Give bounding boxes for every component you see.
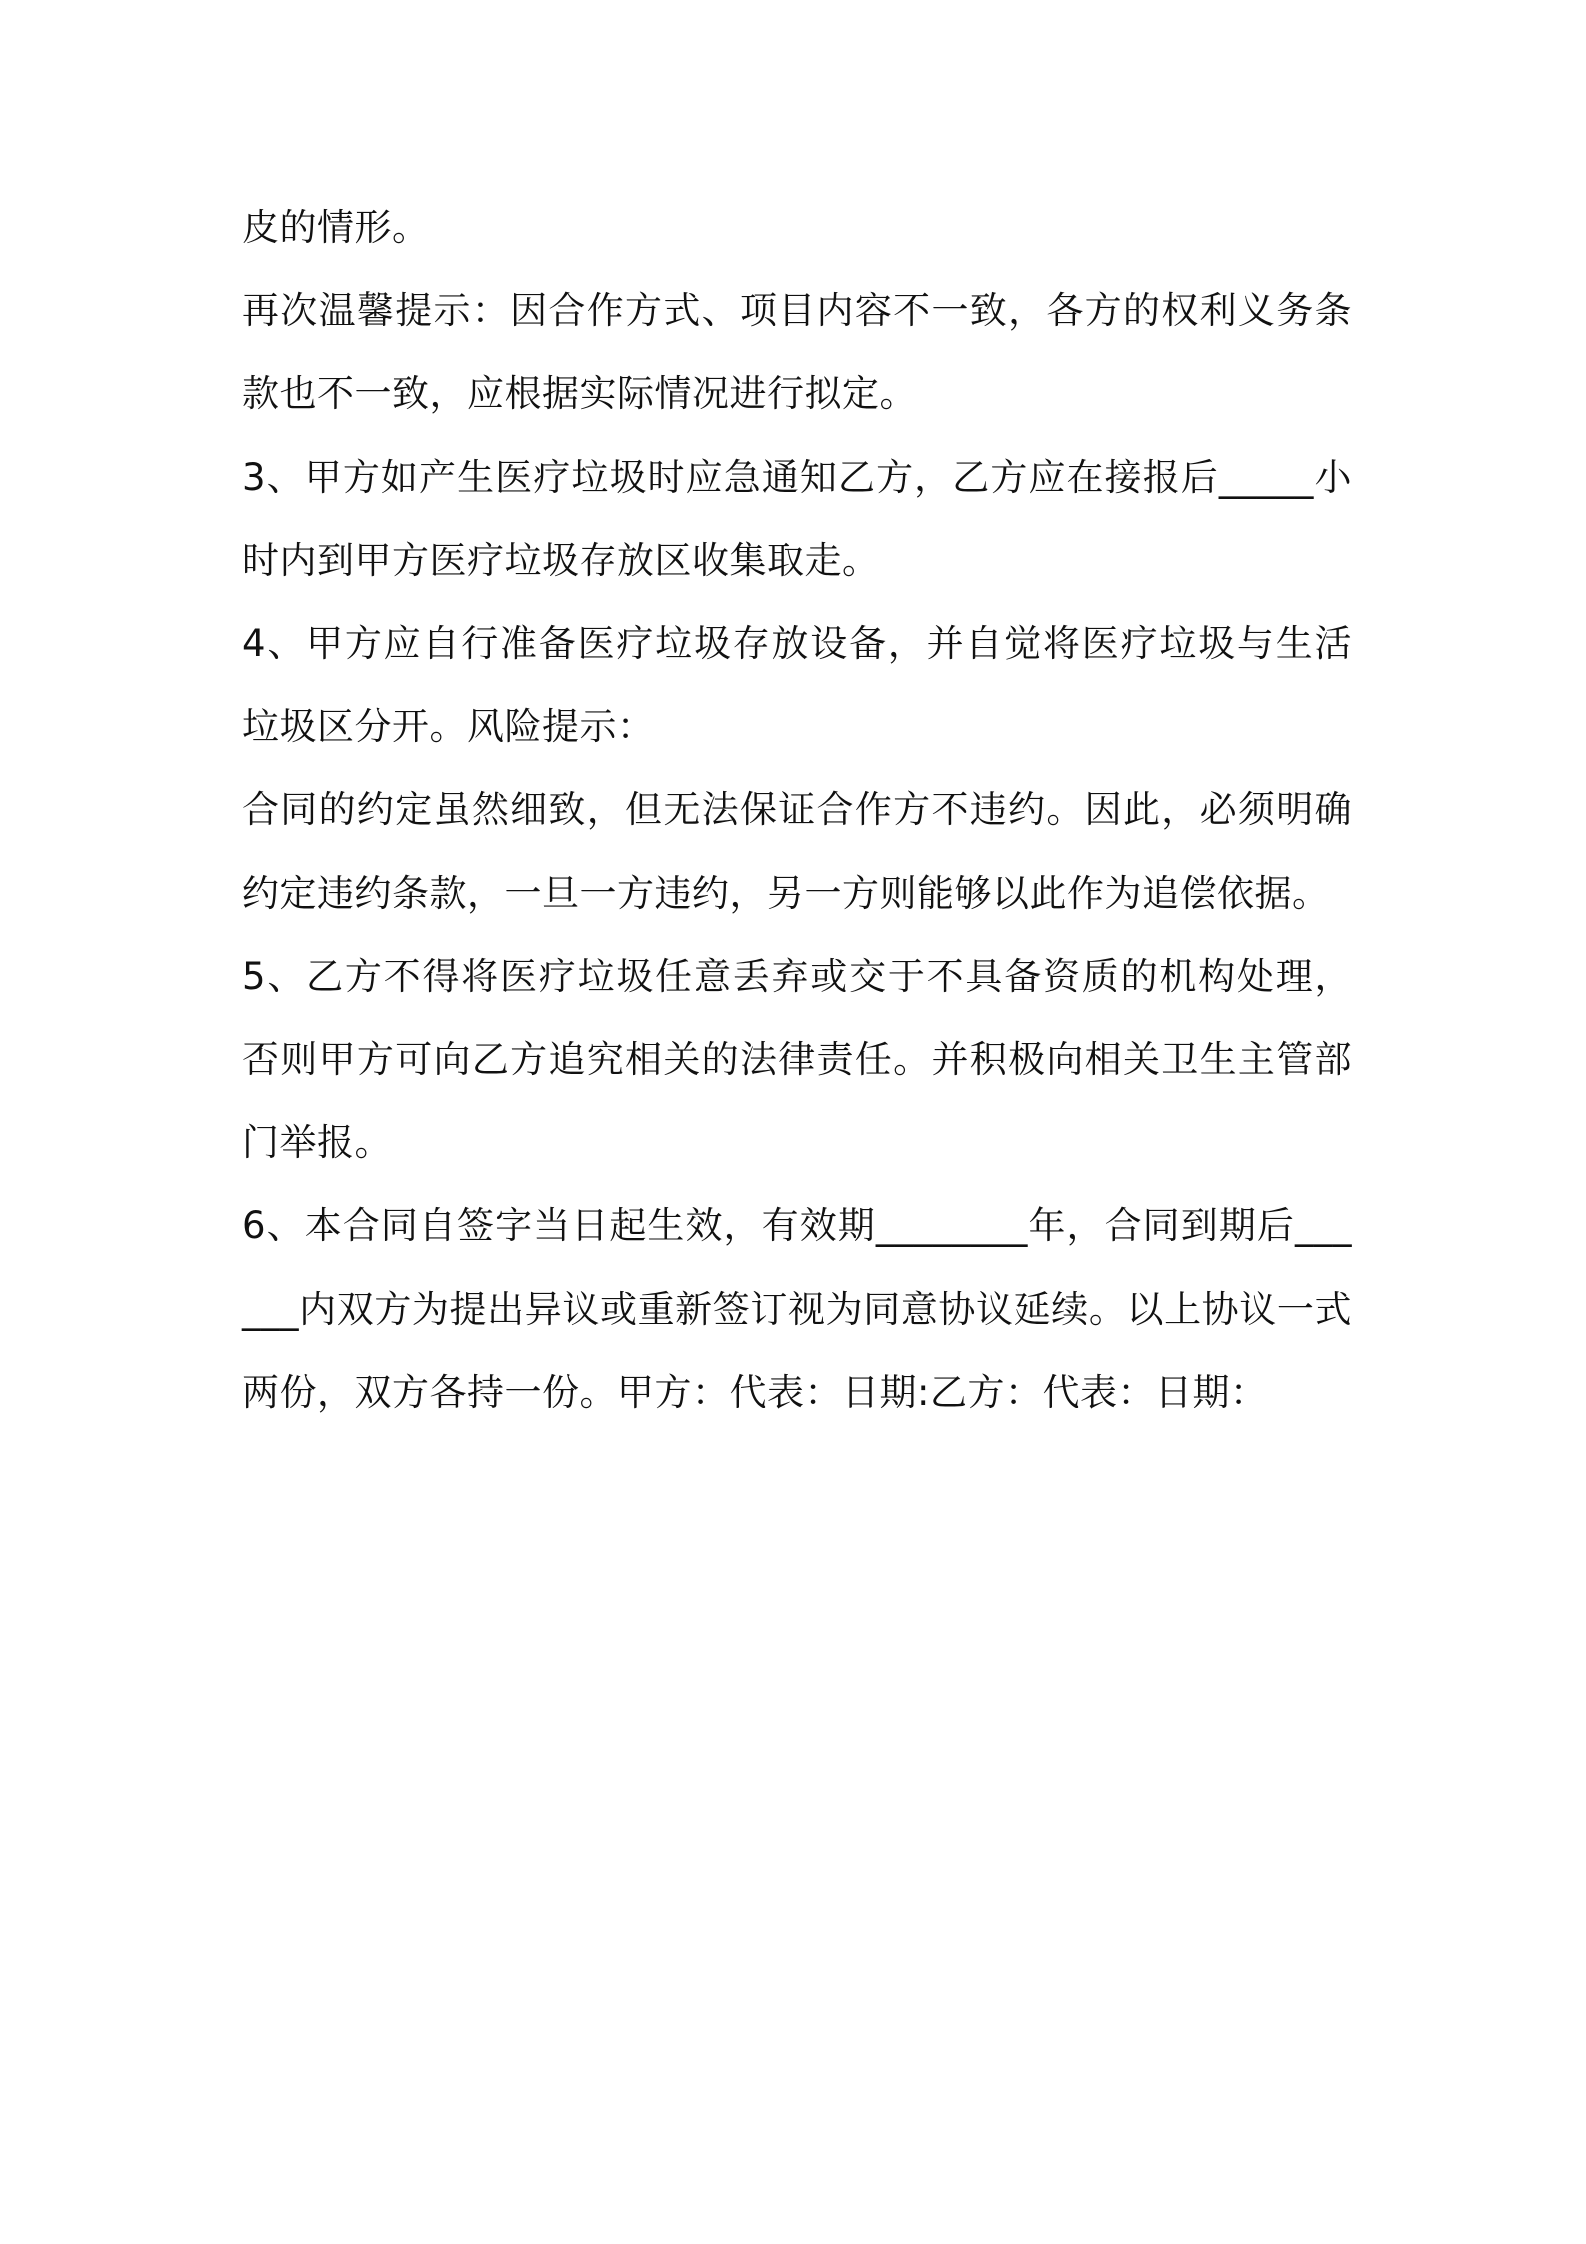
- paragraph-continuation: 皮的情形。: [242, 206, 430, 249]
- paragraph-clause-5: 5、乙方不得将医疗垃圾任意丢弃或交于不具备资质的机构处理，否则甲方可向乙方追究相关的法律责任。并积极向相关卫生主管部门举报。: [242, 954, 1352, 1165]
- paragraph-risk-note: 合同的约定虽然细致，但无法保证合作方不违约。因此，必须明确约定违约条款，一旦一方违约，另一方则能够以此作为追偿依据。: [242, 788, 1352, 915]
- paragraph-reminder: 再次温馨提示：因合作方式、项目内容不一致，各方的权利义务条款也不一致，应根据实际情况进行拟定。: [242, 289, 1352, 416]
- document-body: [242, 186, 1352, 1434]
- paragraph-clause-4: 4、甲方应自行准备医疗垃圾存放设备，并自觉将医疗垃圾与生活垃圾区分开。风险提示：: [242, 622, 1352, 749]
- paragraph-clause-6: 6、本合同自签字当日起生效，有效期________年，合同到期后______内双方为提出异议或重新签订视为同意协议延续。以上协议一式两份，双方各持一份。甲方：代表：日期:乙方：代表：日期：: [242, 1204, 1352, 1414]
- paragraph-clause-3: 3、甲方如产生医疗垃圾时应急通知乙方，乙方应在接报后_____小时内到甲方医疗垃圾存放区收集取走。: [242, 455, 1352, 582]
